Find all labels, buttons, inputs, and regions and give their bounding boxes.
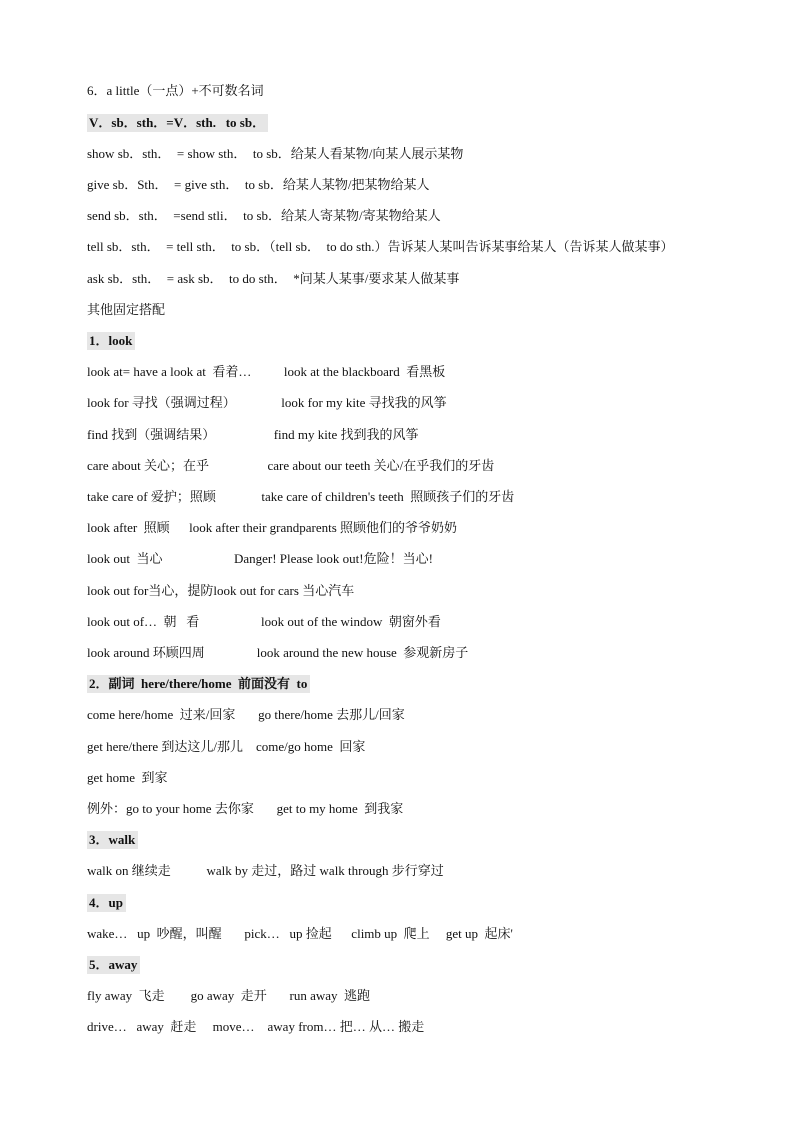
heading-text: 2．副词 here/there/home 前面没有 to (87, 675, 310, 693)
line-find: find 找到（强调结果） find my kite 找到我的风筝 (87, 427, 419, 442)
line-look-out-of: look out of… 朝 看 look out of the window 朝窗外看 (87, 614, 441, 629)
note-a-little: 6．a little（一点）+不可数名词 (87, 83, 264, 98)
heading-walk (87, 831, 138, 849)
line-up: wake… up 吵醒，叫醒 pick… up 捡起 climb up 爬上 get up 起床' (87, 926, 513, 941)
heading-away (87, 956, 140, 974)
heading-text: 5．away (87, 956, 140, 974)
heading-look (87, 332, 135, 350)
line-show: show sb．sth． = show sth． to sb．给某人看某物/向某人展示某物 (87, 146, 464, 161)
line-care-about: care about 关心；在乎 care about our teeth 关心/在乎我们的牙齿 (87, 458, 495, 473)
line-look-out: look out 当心 Danger! Please look out!危险！当心! (87, 551, 433, 566)
line-ask: ask sb．sth． = ask sb． to do sth． *问某人某事/要求某人做某事 (87, 271, 460, 286)
heading-text: 1．look (87, 332, 135, 350)
heading-adverbs (87, 675, 310, 693)
heading-text: 3．walk (87, 831, 138, 849)
line-tell: tell sb．sth． = tell sth． to sb．（tell sb． to do sth.）告诉某人某叫告诉某事给某人（告诉某人做某事） (87, 239, 674, 254)
heading-up (87, 894, 126, 912)
line-away: fly away 飞走 go away 走开 run away 逃跑 (87, 988, 371, 1003)
heading-text: 4．up (87, 894, 126, 912)
line-drive-away: drive… away 赶走 move… away from… 把… 从… 搬走 (87, 1019, 425, 1034)
line-look-out-for: look out for当心，提防look out for cars 当心汽车 (87, 583, 355, 598)
line-come-here: come here/home 过来/回家 go there/home 去那儿/回家 (87, 707, 405, 722)
line-look-for: look for 寻找（强调过程） look for my kite 寻找我的风筝 (87, 395, 447, 410)
line-take-care-of: take care of 爱护；照顾 take care of children's teeth 照顾孩子们的牙齿 (87, 489, 515, 504)
heading-v-sb-sth (87, 114, 268, 132)
heading-text: V．sb．sth．=V．sth. to sb． (87, 114, 268, 132)
line-give: give sb．Sth． = give sth． to sb．给某人某物/把某物给某人 (87, 177, 430, 192)
line-walk: walk on 继续走 walk by 走过，路过 walk through 步行穿过 (87, 863, 444, 878)
line-look-around: look around 环顾四周 look around the new house 参观新房子 (87, 645, 469, 660)
line-get-home: get home 到家 (87, 770, 168, 785)
line-look-after: look after 照顾 look after their grandparents 照顾他们的爷爷奶奶 (87, 520, 458, 535)
section-other-collocations: 其他固定搭配 (87, 302, 166, 317)
line-get-here: get here/there 到达这儿/那儿 come/go home 回家 (87, 739, 366, 754)
line-exception: 例外：go to your home 去你家 get to my home 到我家 (87, 801, 404, 816)
line-look-at: look at= have a look at 看着… look at the blackboard 看黑板 (87, 364, 446, 379)
line-send: send sb．sth． =send stli． to sb．给某人寄某物/寄某物给某人 (87, 208, 441, 223)
